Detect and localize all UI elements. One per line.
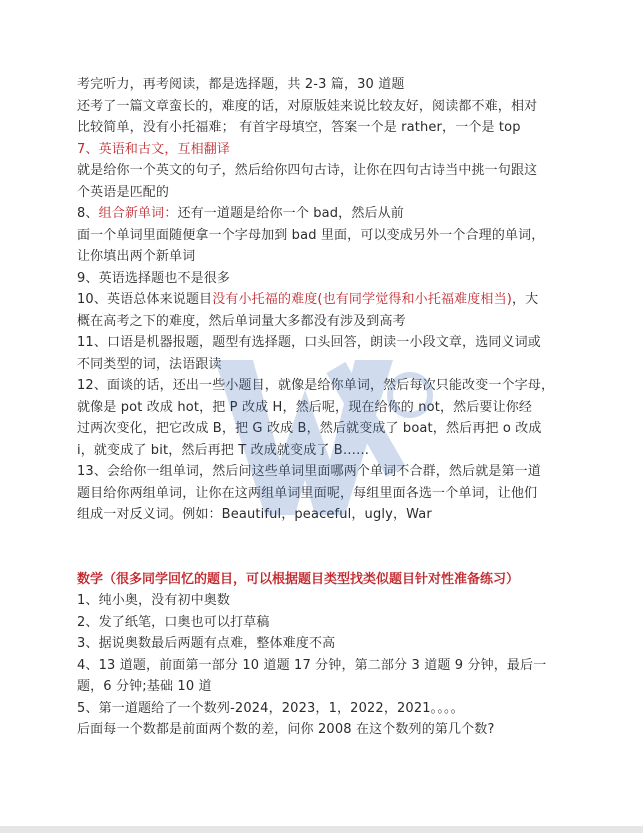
math-line: 后面每一个数都是前面两个数的差，问你 2008 在这个数列的第几个数? [77,722,495,737]
text-line: 组成一对反义词。例如：Beautiful，peaceful，ugly，War [77,507,432,522]
math-line: 3、据说奥数最后两题有点难，整体难度不高 [77,636,336,651]
text-line: 比较简单，没有小托福难； 有首字母填空，答案一个是 rather，一个是 top [77,120,521,135]
item-8-heading [77,203,577,225]
math-section-title: 数学（很多同学回忆的题目，可以根据题目类型找类似题目针对性准备练习） [77,571,520,587]
item-10-highlight: 没有小托福的难度(也有同学觉得和小托福难度相当) [212,292,512,307]
text-line: i，就变成了 bit，然后再把 T 改成就变成了 B…… [77,442,370,458]
page-bottom-edge [0,826,643,833]
math-line: 题，6 分钟;基础 10 道 [77,679,212,694]
item-8-title: 组合新单词： [98,206,178,221]
math-line: 4、13 道题，前面第一部分 10 道题 17 分钟，第二部分 3 道题 9 分钟，最后一 [77,657,547,673]
text-line: 还考了一篇文章蛮长的，难度的话，对原版娃来说比较友好，阅读都不难，相对 [77,98,538,114]
spacer [77,526,577,548]
item-7-number: 7、 [77,141,99,157]
item-7-title: 英语和古文，互相翻译 [98,141,231,157]
item-7-heading [77,139,577,161]
math-line: 2、发了纸笔，口奥也可以打草稿 [77,614,270,630]
math-line: 1、纯小奥，没有初中奥数 [77,593,231,608]
text-line: 考完听力，再考阅读，都是选择题，共 2-3 篇，30 道题 [77,77,405,92]
item-10-prefix: 10、英语总体来说题目 [77,292,213,307]
math-line: 5、第一道题给了一个数列-2024，2023，1，2022，2021。。。。 [77,700,464,716]
text-line: 概在高考之下的难度，然后单词量大多都没有涉及到高考 [77,313,406,329]
item-10-heading [77,289,577,311]
document-content [77,74,577,741]
text-line: 13、会给你一组单词，然后问这些单词里面哪两个单词不合群，然后就是第一道 [77,464,541,479]
text-line: 让你填出两个新单词 [77,249,196,264]
item-8-text: 还有一道题是给你一个 bad，然后从前 [177,206,404,221]
text-line: 面一个单词里面随便拿一个字母加到 bad 里面，可以变成另外一个合理的单词， [77,227,545,243]
text-line: 过两次变化，把它改成 B，把 G 改成 B，然后就变成了 boat，然后再把 o 改成 [77,421,542,436]
text-line: 个英语是匹配的 [77,184,170,200]
text-line: 不同类型的词，法语跟读 [77,356,222,372]
item-8-number: 8、 [77,206,99,221]
text-line: 题目给你两组单词，让你在这两组单词里面呢，每组里面各选一个单词，让他们 [77,485,538,501]
text-line: 12、面谈的话，还出一些小题目，就像是给你单词，然后每次只能改变一个字母， [77,378,555,393]
item-9: 9、英语选择题也不是很多 [77,270,231,286]
text-line: 就是给你一个英文的句子，然后给你四句古诗，让你在四句古诗当中挑一句跟这 [77,163,538,178]
text-line: 就像是 pot 改成 hot，把 P 改成 H，然后呢，现在给你的 not，然后要让你经 [77,399,533,415]
text-line: 11、口语是机器报题，题型有选择题，口头回答，朗读一小段文章，选同义词或 [77,335,541,350]
spacer [77,547,577,569]
item-10-suffix: ，大 [511,292,539,307]
